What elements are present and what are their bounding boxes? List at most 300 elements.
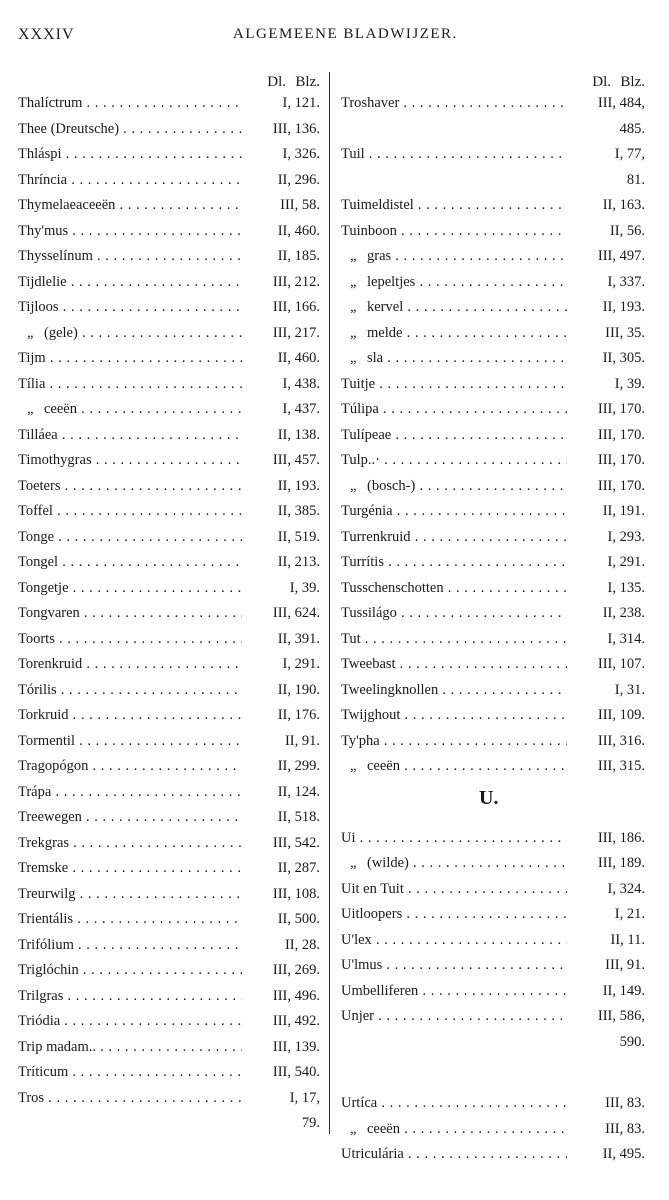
index-entry	[18, 906, 320, 932]
entry-term-cell	[341, 452, 567, 469]
ditto-mark: „	[26, 324, 36, 341]
entry-term: Thee (Dreutsche)	[18, 120, 120, 137]
ditto-mark: „	[349, 855, 359, 871]
entry-reference: II, 213.	[274, 554, 320, 571]
entry-reference: II, 460.	[274, 350, 320, 367]
entry-term-cell	[341, 906, 567, 923]
entry-reference: III, 170.	[594, 401, 645, 418]
column-header	[18, 66, 320, 90]
entry-reference: II, 385.	[274, 503, 320, 520]
index-entry	[341, 422, 645, 448]
entry-term-cell	[341, 223, 567, 240]
entry-term: Timothygras	[18, 452, 92, 468]
index-entry	[341, 243, 645, 269]
index-entry	[341, 677, 645, 703]
entry-term: Trekgras	[18, 834, 70, 851]
entry-term-cell	[341, 503, 567, 520]
entry-term-cell	[341, 830, 567, 847]
entry-term: Thymelaeaceeën	[18, 197, 116, 213]
entry-term-cell	[18, 886, 242, 903]
ditto-mark: „	[349, 477, 359, 494]
entry-reference: 485.	[616, 121, 645, 138]
entry-term: lepeltjes	[367, 273, 416, 290]
entry-term: Thríncia	[18, 171, 68, 188]
index-entry	[341, 651, 645, 677]
entry-reference: II, 190.	[274, 682, 320, 699]
ditto-mark: „	[349, 248, 359, 264]
entry-term: Tórilis	[18, 681, 57, 698]
entry-term: Tilláea	[18, 426, 58, 443]
entry-term: Tongvaren	[18, 605, 80, 621]
entry-term: Torkruid	[18, 707, 69, 723]
entry-term-cell	[18, 121, 242, 138]
entry-reference: I, 17,	[286, 1090, 320, 1107]
entry-reference: II, 518.	[274, 809, 320, 826]
entry-reference: III, 170.	[594, 452, 645, 469]
entry-reference: II, 238.	[599, 605, 645, 622]
entry-term: Trientális	[18, 911, 74, 927]
index-entry	[18, 345, 320, 371]
entry-term: sla	[367, 350, 384, 366]
entry-term: Turrítis	[341, 554, 384, 570]
entry-reference: III, 624.	[269, 605, 320, 622]
index-entry	[18, 1059, 320, 1085]
index-entry	[18, 396, 320, 422]
index-entry	[18, 677, 320, 703]
entry-term: Trilgras	[18, 987, 64, 1004]
index-entry	[18, 1034, 320, 1060]
index-entry	[341, 90, 645, 116]
entry-reference: I, 121.	[279, 95, 320, 112]
entry-reference: II, 391.	[274, 631, 320, 648]
index-entry	[18, 855, 320, 881]
entry-term-cell	[341, 325, 567, 342]
entry-reference: III, 484,	[594, 95, 645, 112]
entry-term-cell	[341, 95, 567, 112]
entry-term-cell	[18, 1064, 242, 1081]
index-entry	[18, 192, 320, 218]
entry-term: Trápa	[18, 783, 52, 800]
volume-heading: Dl.	[592, 74, 611, 90]
entry-term-cell	[18, 580, 242, 597]
index-entry	[341, 825, 645, 851]
index-entry	[341, 728, 645, 754]
entry-term-cell	[18, 1090, 242, 1107]
ditto-mark: „	[349, 324, 359, 341]
entry-term-cell	[341, 478, 567, 495]
index-entry	[18, 575, 320, 601]
column-header	[341, 66, 645, 90]
entry-reference: I, 21.	[611, 906, 645, 923]
index-entry	[341, 141, 645, 167]
entry-term-cell	[18, 503, 242, 520]
entry-reference: II, 191.	[599, 503, 645, 520]
entry-term-cell	[341, 605, 567, 622]
section-letter: U.	[479, 786, 499, 809]
index-entry	[18, 626, 320, 652]
entry-term: Treurwilg	[18, 885, 76, 902]
entry-term: U'lex	[341, 931, 372, 948]
entry-reference: III, 83.	[601, 1095, 645, 1112]
entry-reference: III, 316.	[594, 733, 645, 750]
index-entry	[341, 753, 645, 779]
entry-reference: II, 11.	[607, 932, 646, 949]
entry-term-cell	[18, 95, 242, 112]
entry-term-cell	[341, 1008, 567, 1025]
index-entry	[341, 371, 645, 397]
entry-term-cell	[18, 631, 242, 648]
entry-term: (gele)	[44, 324, 78, 341]
index-entry	[341, 345, 645, 371]
page-heading: Blz.	[620, 74, 645, 90]
entry-term: U'lmus	[341, 957, 383, 973]
entry-term-cell	[341, 401, 567, 418]
entry-reference: I, 39.	[611, 376, 645, 393]
entry-term: (bosch-)	[367, 477, 416, 494]
entry-term-cell	[341, 983, 567, 1000]
entry-reference: III, 170.	[594, 478, 645, 495]
entry-term-cell	[18, 911, 242, 928]
index-entry	[341, 396, 645, 422]
entry-term-cell	[18, 299, 242, 316]
index-entry	[18, 167, 320, 193]
entry-term: Tríticum	[18, 1064, 69, 1080]
index-entry	[18, 447, 320, 473]
entry-term-cell	[18, 478, 242, 495]
entry-reference: II, 163.	[599, 197, 645, 214]
entry-reference: III, 35.	[601, 325, 645, 342]
entry-term-cell	[341, 855, 567, 872]
index-entry	[18, 957, 320, 983]
entry-reference: III, 91.	[601, 957, 645, 974]
index-entry	[341, 626, 645, 652]
entry-term-cell	[18, 172, 242, 189]
entry-term: Tragopógon	[18, 758, 89, 774]
entry-reference: III, 315.	[594, 758, 645, 775]
index-entry	[18, 473, 320, 499]
entry-term-cell	[18, 146, 242, 163]
entry-term: Tussilágo	[341, 605, 397, 621]
entry-reference: I, 438.	[279, 376, 320, 393]
index-entry	[341, 192, 645, 218]
entry-term-cell	[18, 1013, 242, 1030]
index-entry	[18, 141, 320, 167]
ditto-mark: „	[349, 273, 359, 290]
entry-term: Urtíca	[341, 1095, 378, 1111]
column-divider	[329, 72, 330, 1134]
entry-term-cell	[18, 274, 242, 291]
entry-term: Tulípeae	[341, 426, 392, 443]
index-entry	[18, 371, 320, 397]
entry-reference: I, 337.	[604, 274, 645, 291]
entry-term-cell	[341, 758, 567, 775]
entry-reference: 81.	[623, 172, 645, 189]
entry-term: Tusschenschotten	[341, 579, 444, 596]
entry-reference: II, 28.	[281, 937, 320, 954]
index-entry	[18, 549, 320, 575]
entry-reference: III, 540.	[269, 1064, 320, 1081]
entry-term: Turgénia	[341, 503, 393, 519]
entry-list	[18, 90, 320, 1136]
entry-term: Thysselínum	[18, 248, 93, 264]
entry-term: Twijghout	[341, 707, 401, 723]
entry-term-cell	[18, 835, 242, 852]
entry-term: (wilde)	[367, 855, 409, 871]
volume-heading: Dl.	[267, 74, 286, 90]
entry-term-cell	[18, 401, 242, 418]
index-entry	[18, 269, 320, 295]
entry-term: Uit en Tuit	[341, 880, 404, 897]
entry-reference: III, 58.	[276, 197, 320, 214]
entry-term-cell	[341, 1121, 567, 1138]
index-entry	[18, 1008, 320, 1034]
index-entry	[341, 901, 645, 927]
index-entry	[18, 90, 320, 116]
index-entry	[341, 320, 645, 346]
entry-term-cell	[18, 325, 242, 342]
entry-term-cell	[341, 1095, 567, 1112]
index-entry	[18, 830, 320, 856]
ditto-mark: „	[349, 758, 359, 774]
entry-reference: III, 212.	[269, 274, 320, 291]
entry-term: Toeters	[18, 477, 61, 494]
page-number: XXXIV	[18, 26, 75, 43]
entry-reference: II, 305.	[599, 350, 645, 367]
index-entry	[18, 1085, 320, 1111]
entry-reference: III, 186.	[594, 830, 645, 847]
entry-reference: I, 314.	[604, 631, 645, 648]
index-entry	[18, 600, 320, 626]
entry-term-cell	[18, 758, 242, 775]
entry-reference: III, 107.	[594, 656, 645, 673]
entry-list	[341, 90, 645, 1167]
index-entry	[341, 702, 645, 728]
index-entry	[341, 524, 645, 550]
index-entry	[341, 269, 645, 295]
entry-term: Troshaver	[341, 95, 400, 111]
section-heading	[341, 779, 645, 825]
entry-term-cell	[18, 682, 242, 699]
entry-reference: I, 437.	[279, 401, 320, 418]
entry-reference: II, 185.	[274, 248, 320, 265]
entry-term-cell	[341, 881, 567, 898]
entry-term: Triglóchin	[18, 962, 79, 978]
index-entry	[18, 116, 320, 142]
entry-term-cell	[18, 248, 242, 265]
entry-term: ceeën	[367, 1120, 400, 1137]
entry-term-cell	[341, 932, 567, 949]
entry-reference: II, 287.	[274, 860, 320, 877]
entry-term-cell	[18, 554, 242, 571]
entry-term: Tijloos	[18, 299, 59, 315]
running-title: ALGEMEENE BLADWIJZER.	[233, 26, 458, 42]
entry-term-cell	[18, 197, 242, 214]
entry-reference: I, 326.	[279, 146, 320, 163]
entry-term: melde	[367, 324, 403, 341]
entry-reference: II, 460.	[274, 223, 320, 240]
entry-reference: I, 291.	[604, 554, 645, 571]
entry-reference: III, 170.	[594, 427, 645, 444]
entry-term: ceeën	[367, 758, 400, 774]
ditto-mark: „	[349, 299, 359, 315]
entry-reference: II, 495.	[599, 1146, 645, 1163]
entry-term-cell	[18, 605, 242, 622]
entry-term: Trifólium	[18, 936, 74, 953]
entry-reference: III, 496.	[269, 988, 320, 1005]
entry-term-cell	[18, 452, 242, 469]
entry-term: Tros	[18, 1089, 45, 1106]
entry-term-cell	[341, 733, 567, 750]
entry-term-cell	[341, 299, 567, 316]
entry-term: Thalíctrum	[18, 95, 83, 111]
entry-term-cell	[341, 529, 567, 546]
index-entry	[341, 927, 645, 953]
entry-reference: II, 193.	[599, 299, 645, 316]
entry-reference: II, 149.	[599, 983, 645, 1000]
index-entry	[341, 473, 645, 499]
entry-term-cell	[341, 248, 567, 265]
entry-term-cell	[341, 146, 567, 163]
entry-reference: III, 497.	[594, 248, 645, 265]
entry-term-cell	[341, 957, 567, 974]
entry-term: ceeën	[44, 401, 77, 417]
entry-reference: III, 83.	[601, 1121, 645, 1138]
entry-term-cell	[18, 784, 242, 801]
entry-reference: III, 457.	[269, 452, 320, 469]
entry-reference: I, 77,	[611, 146, 645, 163]
entry-term: Thy'mus	[18, 222, 69, 239]
index-entry	[18, 983, 320, 1009]
index-entry	[18, 422, 320, 448]
entry-term-cell	[341, 682, 567, 699]
entry-continuation	[341, 167, 645, 193]
entry-term-cell	[341, 631, 567, 648]
index-entry	[341, 218, 645, 244]
index-entry	[341, 294, 645, 320]
entry-term: Unjer	[341, 1008, 375, 1024]
entry-term: Tulp..·	[341, 452, 380, 468]
entry-reference: III, 108.	[269, 886, 320, 903]
entry-term-cell	[18, 350, 242, 367]
entry-term: Toorts	[18, 630, 55, 647]
index-entry	[341, 447, 645, 473]
index-entry	[18, 320, 320, 346]
entry-term-cell	[18, 223, 242, 240]
entry-reference: I, 39.	[286, 580, 320, 597]
index-entry	[341, 498, 645, 524]
entry-term: Tremske	[18, 860, 69, 876]
entry-reference: II, 91.	[281, 733, 320, 750]
entry-reference: 79.	[298, 1115, 320, 1132]
page-header	[18, 26, 658, 50]
entry-reference: III, 166.	[269, 299, 320, 316]
entry-term-cell	[18, 937, 242, 954]
entry-term-cell	[18, 1039, 242, 1056]
index-entry	[341, 1090, 645, 1116]
index-entry	[18, 498, 320, 524]
entry-term: Turrenkruid	[341, 528, 411, 545]
entry-term-cell	[18, 962, 242, 979]
entry-reference: I, 291.	[279, 656, 320, 673]
index-entry	[341, 952, 645, 978]
entry-term: Tuil	[341, 146, 365, 162]
entry-term: gras	[367, 248, 392, 264]
entry-reference: III, 109.	[594, 707, 645, 724]
page-heading: Blz.	[295, 74, 320, 90]
entry-continuation	[18, 1110, 320, 1136]
index-entry	[18, 651, 320, 677]
index-entry	[341, 600, 645, 626]
entry-reference: II, 500.	[274, 911, 320, 928]
entry-term: Tormentil	[18, 732, 75, 749]
entry-term-cell	[341, 656, 567, 673]
entry-reference: II, 56.	[606, 223, 645, 240]
index-entry	[18, 932, 320, 958]
index-entry	[341, 549, 645, 575]
entry-reference: III, 189.	[594, 855, 645, 872]
entry-term: Trip madam..	[18, 1038, 97, 1055]
entry-term-cell	[18, 707, 242, 724]
index-entry	[18, 804, 320, 830]
entry-reference: III, 217.	[269, 325, 320, 342]
index-entry	[18, 294, 320, 320]
index-entry	[341, 876, 645, 902]
index-entry	[18, 243, 320, 269]
entry-reference: II, 124.	[274, 784, 320, 801]
entry-reference: I, 31.	[611, 682, 645, 699]
entry-term: Uitloopers	[341, 906, 403, 922]
entry-term: Tut	[341, 630, 361, 647]
entry-term: Tijm	[18, 350, 46, 366]
entry-term-cell	[341, 376, 567, 393]
ditto-mark: „	[349, 1120, 359, 1137]
index-entry	[341, 1141, 645, 1167]
index-entry	[341, 978, 645, 1004]
entry-reference: III, 136.	[269, 121, 320, 138]
entry-term-cell	[341, 197, 567, 214]
entry-reference: I, 135.	[604, 580, 645, 597]
entry-reference: II, 138.	[274, 427, 320, 444]
index-entry	[18, 218, 320, 244]
entry-term: Tília	[18, 375, 46, 392]
entry-term: Tonge	[18, 528, 55, 545]
entry-term: Ty'pha	[341, 732, 380, 749]
index-column-right	[341, 66, 645, 1167]
entry-term: Tweebast	[341, 656, 396, 672]
entry-term-cell	[18, 860, 242, 877]
entry-term: Toffel	[18, 503, 53, 519]
entry-reference: II, 176.	[274, 707, 320, 724]
entry-term-cell	[18, 733, 242, 750]
index-entry	[18, 753, 320, 779]
entry-term: Túlipa	[341, 401, 379, 417]
entry-term: Tweelingknollen	[341, 681, 439, 698]
entry-reference: II, 519.	[274, 529, 320, 546]
index-entry	[341, 850, 645, 876]
entry-term: Tongel	[18, 554, 59, 570]
entry-term: Tuinboon	[341, 222, 397, 239]
entry-reference: III, 586,	[594, 1008, 645, 1025]
entry-term-cell	[18, 376, 242, 393]
index-entry	[341, 1003, 645, 1029]
entry-reference: III, 139.	[269, 1039, 320, 1056]
entry-reference: III, 542.	[269, 835, 320, 852]
entry-term-cell	[341, 1146, 567, 1163]
entry-term: Ui	[341, 829, 356, 846]
entry-term-cell	[18, 427, 242, 444]
ditto-mark: „	[349, 350, 359, 366]
entry-term: Thláspi	[18, 146, 62, 162]
